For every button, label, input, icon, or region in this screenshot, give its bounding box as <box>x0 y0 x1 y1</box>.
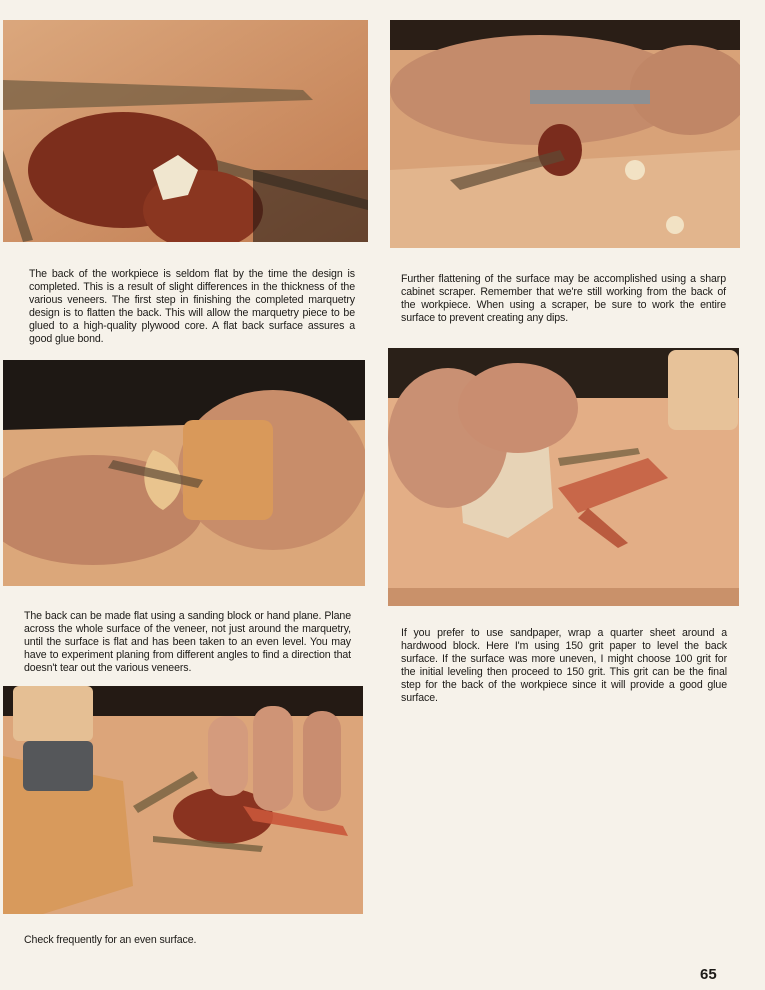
photo-hand-plane <box>3 360 365 586</box>
caption-check-surface: Check frequently for an even surface. <box>24 934 197 946</box>
photo-sanding-block <box>388 348 739 606</box>
caption-cabinet-scraper: Further flattening of the surface may be accomplished using a sharp cabinet scraper. Remember that we're still working from the back of the workpiece. When using a scraper, be sure to work the entire surface to prevent creating any dips. <box>401 273 726 324</box>
photo-marquetry-back <box>3 20 368 242</box>
caption-sandpaper: If you prefer to use sandpaper, wrap a quarter sheet around a hardwood block. Here I'm using 150 grit paper to level the back surface. If the surface was more uneven, I might choose 100 grit for the initial leveling then proceed to 150 grit. This grit can be the final step for the back of the workpiece since it will provide a good glue surface. <box>401 627 727 704</box>
page-number: 65 <box>700 966 717 983</box>
caption-flatten-back: The back of the workpiece is seldom flat by the time the design is completed. This is a result of slight differences in the thickness of the various veneers. The first step in finishing the completed marquetry design is to flatten the back. This will allow the marquetry piece to be glued to a high-quality plywood core. A flat back surface assures a good glue bond. <box>29 268 355 345</box>
photo-cabinet-scraper <box>390 20 740 248</box>
photo-check-surface <box>3 686 363 914</box>
caption-sanding-block-or-plane: The back can be made flat using a sanding block or hand plane. Plane across the whole surface of the veneer, not just around the marquetry, until the surface is flat and has been taken to an even level. You may have to experiment planing from different angles to find a direction that doesn't tear out the various veneers. <box>24 610 351 674</box>
